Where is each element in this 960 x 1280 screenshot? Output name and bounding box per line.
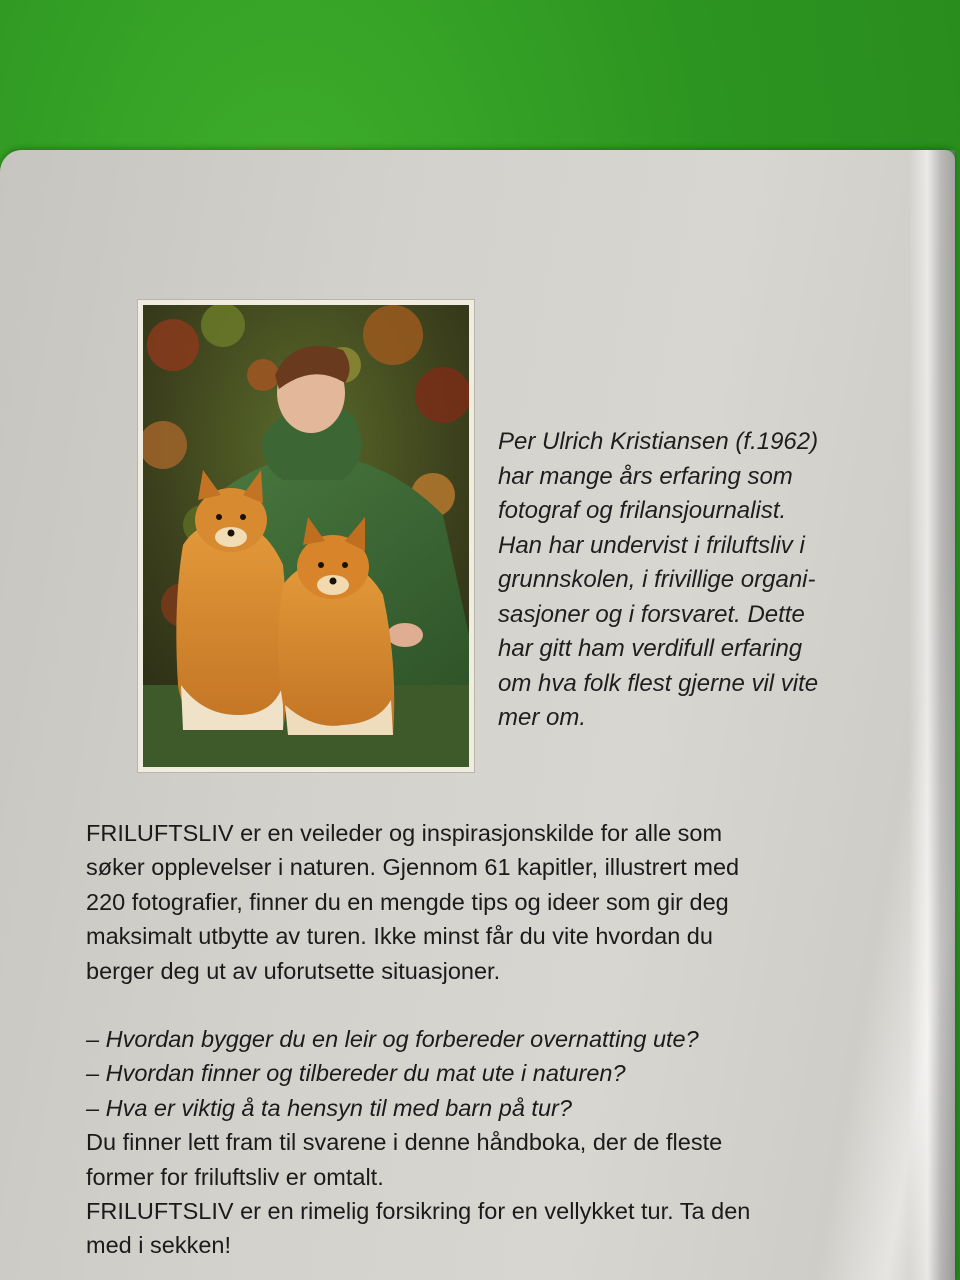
bio-line: Per Ulrich Kristiansen (f.1962) [498, 428, 819, 455]
bio-line: om hva folk flest gjerne vil vite [498, 669, 819, 697]
book-spine-edge [909, 150, 955, 1280]
closing-line: Du finner lett fram til svarene i denne håndboka, der de fleste [86, 1129, 723, 1156]
bio-line: fotograf og frilansjournalist. [498, 497, 787, 524]
closing-line: former for friluftsliv er omtalt. [86, 1163, 384, 1190]
intro-line: maksimalt utbytte av turen. Ikke minst får du vite hvordan du [86, 923, 713, 950]
bio-line: har mange års erfaring som [498, 462, 793, 490]
intro-line: FRILUFTSLIV er en veileder og inspirasjonskilde for alle som [86, 820, 723, 846]
book-back-cover [0, 150, 955, 1280]
intro-line: berger deg ut av uforutsette situasjoner. [86, 957, 501, 984]
bio-line: Han har undervist i friluftsliv i [498, 531, 805, 559]
question-line: – Hvordan bygger du en leir og forbereder overnatting ute? [86, 1026, 699, 1053]
author-photo [143, 305, 469, 767]
book-description [86, 816, 878, 1263]
question-line: – Hvordan finner og tilbereder du mat ute i naturen? [86, 1060, 626, 1087]
question-line: – Hva er viktig å ta hensyn til med barn på tur? [86, 1094, 572, 1121]
bio-line: mer om. [498, 704, 587, 731]
intro-line: søker opplevelser i naturen. Gjennom 61 kapitler, illustrert med [86, 854, 740, 881]
closing-line: FRILUFTSLIV er en rimelig forsikring for en vellykket tur. Ta den [86, 1198, 751, 1225]
author-with-dogs-illustration [143, 305, 469, 767]
bio-line: har gitt ham verdifull erfaring [498, 635, 803, 662]
bio-line: sasjoner og i forsvaret. Dette [498, 600, 805, 628]
author-photo-frame [138, 300, 474, 772]
intro-line: 220 fotografier, finner du en mengde tips og ideer som gir deg [86, 888, 729, 915]
bio-line: grunnskolen, i frivillige organi- [498, 566, 816, 593]
author-bio [498, 425, 873, 736]
closing-line: med i sekken! [86, 1232, 231, 1259]
paragraph-gap [86, 988, 878, 1022]
